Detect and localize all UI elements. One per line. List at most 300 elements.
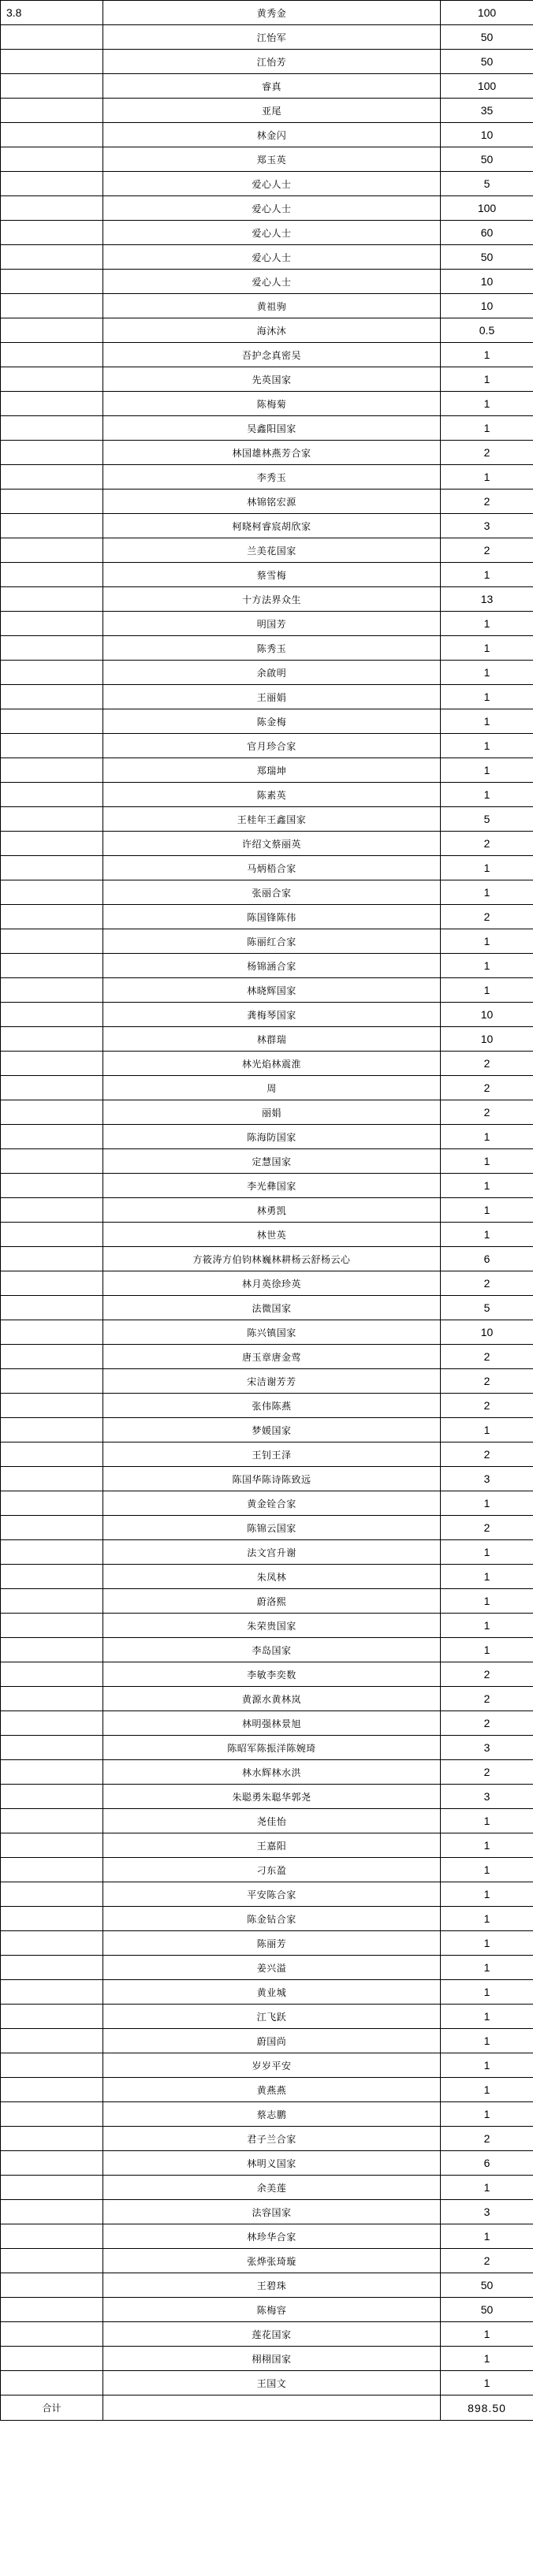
donor-name-cell: 法文宫升谢 [103, 1540, 441, 1565]
amount-cell: 1 [441, 416, 533, 441]
date-cell [1, 2102, 103, 2127]
amount-cell: 1 [441, 2005, 533, 2029]
table-row [1, 1247, 533, 1271]
donor-name-cell: 郑瑞坤 [103, 758, 441, 783]
donor-name-cell: 方筱涛方伯钧林巍林耕杨云舒杨云心 [103, 1247, 441, 1271]
donor-name-cell: 刁东盈 [103, 1858, 441, 1882]
donor-name-cell: 李秀玉 [103, 465, 441, 490]
donor-name-cell: 王丽娟 [103, 685, 441, 709]
date-cell [1, 2078, 103, 2102]
donor-name-cell: 陈国锋陈伟 [103, 905, 441, 929]
table-row [1, 1198, 533, 1223]
donor-name-cell: 江怡芳 [103, 50, 441, 74]
date-cell [1, 832, 103, 856]
table-row [1, 612, 533, 636]
donor-name-cell: 法微国家 [103, 1296, 441, 1320]
amount-cell: 60 [441, 221, 533, 245]
amount-cell: 1 [441, 734, 533, 758]
table-row [1, 734, 533, 758]
donor-name-cell: 陈秀玉 [103, 636, 441, 661]
table-row [1, 1418, 533, 1442]
donor-name-cell: 江怡军 [103, 25, 441, 50]
amount-cell: 1 [441, 1638, 533, 1662]
table-row [1, 490, 533, 514]
table-row [1, 2029, 533, 2053]
donor-name-cell: 陈锦云国家 [103, 1516, 441, 1540]
date-cell [1, 905, 103, 929]
table-row [1, 172, 533, 196]
date-cell [1, 880, 103, 905]
donor-name-cell: 君子兰合家 [103, 2127, 441, 2151]
amount-cell: 2 [441, 832, 533, 856]
donor-name-cell: 先英国家 [103, 367, 441, 392]
date-cell [1, 147, 103, 172]
date-cell [1, 1882, 103, 1907]
table-row [1, 2347, 533, 2371]
amount-cell: 2 [441, 2249, 533, 2273]
donor-name-cell: 林晓辉国家 [103, 978, 441, 1003]
donor-name-cell: 蔚洛熙 [103, 1589, 441, 1614]
table-row [1, 392, 533, 416]
table-row [1, 563, 533, 587]
table-row [1, 954, 533, 978]
date-cell [1, 978, 103, 1003]
date-cell [1, 1320, 103, 1345]
amount-cell: 1 [441, 1125, 533, 1149]
amount-cell: 1 [441, 685, 533, 709]
date-cell [1, 367, 103, 392]
amount-cell: 2 [441, 1516, 533, 1540]
donor-name-cell: 定慧国家 [103, 1149, 441, 1174]
date-cell [1, 99, 103, 123]
date-cell [1, 1516, 103, 1540]
amount-cell: 1 [441, 1614, 533, 1638]
donor-name-cell: 柯晓柯睿宸胡欣家 [103, 514, 441, 538]
table-row [1, 538, 533, 563]
table-row [1, 196, 533, 221]
amount-cell: 3 [441, 1467, 533, 1491]
amount-cell: 5 [441, 807, 533, 832]
amount-cell: 1 [441, 2371, 533, 2395]
date-cell [1, 1442, 103, 1467]
date-cell [1, 1785, 103, 1809]
table-row [1, 2053, 533, 2078]
amount-cell: 2 [441, 1662, 533, 1687]
donor-name-cell: 爱心人士 [103, 196, 441, 221]
table-row [1, 807, 533, 832]
date-cell [1, 392, 103, 416]
table-row [1, 1516, 533, 1540]
amount-cell: 2 [441, 441, 533, 465]
table-row [1, 1980, 533, 2005]
donor-name-cell: 兰美花国家 [103, 538, 441, 563]
date-cell [1, 1931, 103, 1956]
donor-name-cell: 陈金钻合家 [103, 1907, 441, 1931]
date-cell [1, 294, 103, 318]
date-cell [1, 807, 103, 832]
donor-name-cell: 王桂年王鑫国家 [103, 807, 441, 832]
table-row [1, 1442, 533, 1467]
amount-cell: 1 [441, 2102, 533, 2127]
table-row [1, 1760, 533, 1785]
table-row [1, 25, 533, 50]
donor-name-cell: 陈金梅 [103, 709, 441, 734]
amount-cell: 2 [441, 2127, 533, 2151]
amount-cell: 2 [441, 1711, 533, 1736]
date-cell [1, 50, 103, 74]
amount-cell: 2 [441, 1394, 533, 1418]
date-cell [1, 74, 103, 99]
donor-name-cell: 朱凤林 [103, 1565, 441, 1589]
amount-cell: 1 [441, 661, 533, 685]
amount-cell: 13 [441, 587, 533, 612]
donor-name-cell: 余美莲 [103, 2176, 441, 2200]
amount-cell: 50 [441, 50, 533, 74]
date-cell [1, 1027, 103, 1052]
donor-name-cell: 陈梅菊 [103, 392, 441, 416]
amount-cell: 1 [441, 367, 533, 392]
amount-cell: 1 [441, 709, 533, 734]
table-row [1, 50, 533, 74]
donor-name-cell: 吾护念真密吴 [103, 343, 441, 367]
table-row [1, 1223, 533, 1247]
table-row [1, 1003, 533, 1027]
table-row [1, 99, 533, 123]
date-cell [1, 2005, 103, 2029]
amount-cell: 5 [441, 1296, 533, 1320]
date-cell [1, 25, 103, 50]
table-row [1, 2127, 533, 2151]
amount-cell: 50 [441, 2298, 533, 2322]
date-cell [1, 2200, 103, 2224]
table-row [1, 294, 533, 318]
amount-cell: 1 [441, 392, 533, 416]
table-row [1, 416, 533, 441]
date-cell [1, 1418, 103, 1442]
amount-cell: 6 [441, 2151, 533, 2176]
donor-name-cell: 张丽合家 [103, 880, 441, 905]
table-row [1, 1736, 533, 1760]
amount-cell: 1 [441, 954, 533, 978]
amount-cell: 6 [441, 1247, 533, 1271]
date-cell [1, 2249, 103, 2273]
date-cell [1, 245, 103, 270]
table-row [1, 441, 533, 465]
amount-cell: 50 [441, 147, 533, 172]
donor-name-cell: 林明强林景旭 [103, 1711, 441, 1736]
donor-name-cell: 十方法界众生 [103, 587, 441, 612]
date-cell [1, 1174, 103, 1198]
date-cell [1, 221, 103, 245]
donor-name-cell: 李敏李奕数 [103, 1662, 441, 1687]
donor-name-cell: 林光焰林震淮 [103, 1052, 441, 1076]
table-row [1, 1589, 533, 1614]
amount-cell: 1 [441, 612, 533, 636]
table-row [1, 270, 533, 294]
amount-cell: 1 [441, 880, 533, 905]
amount-cell: 1 [441, 2322, 533, 2347]
donor-name-cell: 陈丽芳 [103, 1931, 441, 1956]
table-row [1, 1, 533, 25]
date-cell [1, 709, 103, 734]
amount-cell: 2 [441, 1100, 533, 1125]
date-cell [1, 2371, 103, 2395]
date-cell [1, 1100, 103, 1125]
donor-name-cell: 爱心人士 [103, 221, 441, 245]
amount-cell: 1 [441, 465, 533, 490]
total-name-cell [103, 2395, 441, 2421]
total-amount-cell: 898.50 [441, 2395, 533, 2421]
amount-cell: 2 [441, 1345, 533, 1369]
table-row [1, 636, 533, 661]
donor-name-cell: 姜兴溢 [103, 1956, 441, 1980]
table-row [1, 587, 533, 612]
date-cell [1, 2298, 103, 2322]
amount-cell: 1 [441, 2029, 533, 2053]
date-cell [1, 1638, 103, 1662]
donor-name-cell: 黄业城 [103, 1980, 441, 2005]
table-row [1, 783, 533, 807]
amount-cell: 1 [441, 1956, 533, 1980]
amount-cell: 1 [441, 1809, 533, 1833]
amount-cell: 2 [441, 1442, 533, 1467]
date-cell [1, 2322, 103, 2347]
table-row [1, 1809, 533, 1833]
date-cell [1, 196, 103, 221]
amount-cell: 2 [441, 1271, 533, 1296]
amount-cell: 50 [441, 2273, 533, 2298]
donor-name-cell: 余啟明 [103, 661, 441, 685]
donation-table-body [1, 1, 533, 2421]
donor-name-cell: 黄燕燕 [103, 2078, 441, 2102]
donor-name-cell: 爱心人士 [103, 245, 441, 270]
table-row [1, 685, 533, 709]
date-cell [1, 2273, 103, 2298]
amount-cell: 1 [441, 1540, 533, 1565]
amount-cell: 1 [441, 1223, 533, 1247]
donor-name-cell: 王钊王泽 [103, 1442, 441, 1467]
donor-name-cell: 朱聪勇朱聪华郭尧 [103, 1785, 441, 1809]
amount-cell: 35 [441, 99, 533, 123]
amount-cell: 1 [441, 1565, 533, 1589]
amount-cell: 10 [441, 1320, 533, 1345]
donor-name-cell: 林水辉林水洪 [103, 1760, 441, 1785]
amount-cell: 50 [441, 25, 533, 50]
date-cell [1, 2176, 103, 2200]
donor-name-cell: 龚梅琴国家 [103, 1003, 441, 1027]
date-cell [1, 1467, 103, 1491]
table-row [1, 1956, 533, 1980]
donor-name-cell: 睿真 [103, 74, 441, 99]
amount-cell: 1 [441, 343, 533, 367]
amount-cell: 1 [441, 563, 533, 587]
table-row [1, 1027, 533, 1052]
amount-cell: 3 [441, 1785, 533, 1809]
table-row [1, 514, 533, 538]
table-row [1, 2200, 533, 2224]
date-cell [1, 1003, 103, 1027]
amount-cell: 1 [441, 758, 533, 783]
donor-name-cell: 江飞跃 [103, 2005, 441, 2029]
donor-name-cell: 明国芳 [103, 612, 441, 636]
date-cell [1, 318, 103, 343]
date-cell [1, 441, 103, 465]
table-row [1, 1711, 533, 1736]
amount-cell: 1 [441, 2224, 533, 2249]
date-cell [1, 2347, 103, 2371]
date-cell [1, 1687, 103, 1711]
date-cell [1, 343, 103, 367]
table-row [1, 465, 533, 490]
donor-name-cell: 林世英 [103, 1223, 441, 1247]
donor-name-cell: 林勇凯 [103, 1198, 441, 1223]
donor-name-cell: 许绍文蔡丽英 [103, 832, 441, 856]
amount-cell: 3 [441, 514, 533, 538]
date-cell [1, 929, 103, 954]
donor-name-cell: 陈国华陈诗陈致远 [103, 1467, 441, 1491]
donor-name-cell: 林珍华合家 [103, 2224, 441, 2249]
total-label-cell: 合计 [1, 2395, 103, 2421]
donor-name-cell: 陈昭军陈振洋陈婉琦 [103, 1736, 441, 1760]
amount-cell: 1 [441, 2347, 533, 2371]
table-row [1, 2078, 533, 2102]
date-cell [1, 2053, 103, 2078]
donor-name-cell: 岁岁平安 [103, 2053, 441, 2078]
donor-name-cell: 李岛国家 [103, 1638, 441, 1662]
amount-cell: 1 [441, 636, 533, 661]
date-cell [1, 2127, 103, 2151]
donor-name-cell: 海沐沐 [103, 318, 441, 343]
donor-name-cell: 蔡雪梅 [103, 563, 441, 587]
date-cell [1, 123, 103, 147]
amount-cell: 1 [441, 929, 533, 954]
table-row [1, 978, 533, 1003]
table-row [1, 318, 533, 343]
donor-name-cell: 莲花国家 [103, 2322, 441, 2347]
amount-cell: 10 [441, 270, 533, 294]
date-cell [1, 1369, 103, 1394]
amount-cell: 0.5 [441, 318, 533, 343]
amount-cell: 1 [441, 1882, 533, 1907]
amount-cell: 100 [441, 74, 533, 99]
donor-name-cell: 张烨张琦璇 [103, 2249, 441, 2273]
table-row [1, 2151, 533, 2176]
donor-name-cell: 陈兴镇国家 [103, 1320, 441, 1345]
table-row [1, 343, 533, 367]
donor-name-cell: 吴鑫阳国家 [103, 416, 441, 441]
amount-cell: 10 [441, 294, 533, 318]
date-cell [1, 734, 103, 758]
date-cell [1, 1345, 103, 1369]
date-cell [1, 490, 103, 514]
donor-name-cell: 尧佳怡 [103, 1809, 441, 1833]
date-cell [1, 416, 103, 441]
amount-cell: 5 [441, 172, 533, 196]
table-row [1, 245, 533, 270]
date-cell [1, 587, 103, 612]
table-row [1, 1076, 533, 1100]
table-row [1, 1614, 533, 1638]
amount-cell: 50 [441, 245, 533, 270]
amount-cell: 1 [441, 1980, 533, 2005]
date-cell [1, 758, 103, 783]
donor-name-cell: 官月珍合家 [103, 734, 441, 758]
amount-cell: 100 [441, 1, 533, 25]
donor-name-cell: 林国雄林燕芳合家 [103, 441, 441, 465]
amount-cell: 1 [441, 1491, 533, 1516]
table-row [1, 832, 533, 856]
date-cell [1, 1247, 103, 1271]
table-row [1, 2176, 533, 2200]
date-cell [1, 783, 103, 807]
amount-cell: 3 [441, 2200, 533, 2224]
amount-cell: 1 [441, 1858, 533, 1882]
amount-cell: 2 [441, 1076, 533, 1100]
donor-name-cell: 陈丽红合家 [103, 929, 441, 954]
date-cell: 3.8 [1, 1, 103, 25]
table-row [1, 1320, 533, 1345]
table-row [1, 856, 533, 880]
table-row [1, 1394, 533, 1418]
donor-name-cell: 亚尾 [103, 99, 441, 123]
donor-name-cell: 黄秀金 [103, 1, 441, 25]
amount-cell: 1 [441, 1174, 533, 1198]
amount-cell: 2 [441, 1687, 533, 1711]
table-row [1, 1369, 533, 1394]
donor-name-cell: 王碧珠 [103, 2273, 441, 2298]
table-row [1, 1882, 533, 1907]
amount-cell: 1 [441, 2176, 533, 2200]
donor-name-cell: 爱心人士 [103, 270, 441, 294]
donor-name-cell: 朱荣贵国家 [103, 1614, 441, 1638]
table-row [1, 1052, 533, 1076]
date-cell [1, 1491, 103, 1516]
table-row [1, 123, 533, 147]
table-row [1, 1345, 533, 1369]
date-cell [1, 1907, 103, 1931]
table-row [1, 905, 533, 929]
table-row [1, 367, 533, 392]
date-cell [1, 1540, 103, 1565]
amount-cell: 2 [441, 1369, 533, 1394]
table-row [1, 2224, 533, 2249]
amount-cell: 1 [441, 1931, 533, 1956]
donor-name-cell: 黄金铨合家 [103, 1491, 441, 1516]
date-cell [1, 1833, 103, 1858]
table-row [1, 2005, 533, 2029]
table-row [1, 221, 533, 245]
donor-name-cell: 马炳梧合家 [103, 856, 441, 880]
table-row [1, 880, 533, 905]
amount-cell: 1 [441, 978, 533, 1003]
table-row [1, 2249, 533, 2273]
date-cell [1, 612, 103, 636]
amount-cell: 1 [441, 1589, 533, 1614]
amount-cell: 2 [441, 1760, 533, 1785]
donor-name-cell: 黄祖驹 [103, 294, 441, 318]
table-row [1, 1565, 533, 1589]
date-cell [1, 1858, 103, 1882]
amount-cell: 2 [441, 538, 533, 563]
amount-cell: 1 [441, 2078, 533, 2102]
date-cell [1, 1296, 103, 1320]
donor-name-cell: 林月英徐珍英 [103, 1271, 441, 1296]
table-row [1, 1296, 533, 1320]
donor-name-cell: 张伟陈燕 [103, 1394, 441, 1418]
amount-cell: 10 [441, 1003, 533, 1027]
amount-cell: 2 [441, 1052, 533, 1076]
amount-cell: 2 [441, 905, 533, 929]
